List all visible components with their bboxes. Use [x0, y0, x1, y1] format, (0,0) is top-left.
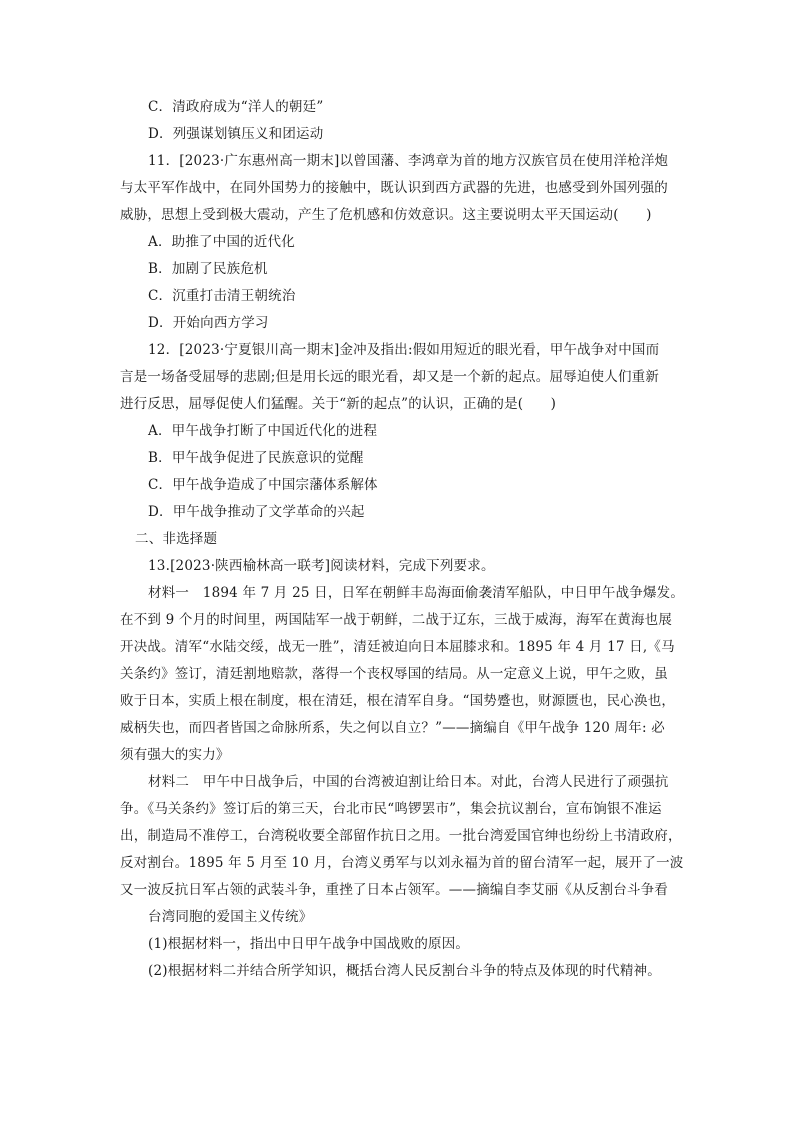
option-c-q10: C．清政府成为“洋人的朝廷”	[148, 99, 324, 115]
section-heading: 二、非选择题	[135, 531, 218, 547]
material-2-line-1: 材料二 甲午中日战争后，中国的台湾被迫割让给日本。对此，台湾人民进行了顽强抗	[148, 774, 669, 790]
material-1-line-5: 败于日本，实质上根在制度，根在清廷，根在清军自身。“国势蹙也，财源匮也，民心涣也，	[120, 693, 676, 709]
question-13-part-2: (2)根据材料二并结合所学知识，概括台湾人民反割台斗争的特点及体现的时代精神。	[148, 963, 661, 979]
material-1-line-2: 在不到 9 个月的时间里，两国陆军一战于朝鲜，二战于辽东，三战于威海，海军在黄海也展	[120, 612, 673, 628]
question-11-line-3: 威胁，思想上受到极大震动，产生了危机感和仿效意识。这主要说明太平天国运动( )	[120, 207, 652, 223]
option-d-q11: D．开始向西方学习	[148, 315, 269, 331]
option-a-q11: A．助推了中国的近代化	[148, 234, 295, 250]
material-1-line-3: 开决战。清军“水陆交绥，战无一胜”，清廷被迫向日本屈膝求和。1895 年 4 月 17 日,《马	[120, 639, 675, 655]
question-13-stem: 13.[2023·陕西榆林高一联考]阅读材料，完成下列要求。	[148, 558, 495, 574]
option-b-q11: B．加剧了民族危机	[148, 261, 268, 277]
material-2-line-2: 争。《马关条约》签订后的第三天，台北市民“鸣锣罢市”，集会抗议割台，宣布饷银不准运	[120, 801, 662, 817]
question-12-line-1: 12．[2023·宁夏银川高一期末]金冲及指出:假如用短近的眼光看，甲午战争对中国而	[148, 342, 660, 358]
option-b-q12: B．甲午战争促进了民族意识的觉醒	[148, 450, 364, 466]
material-2-line-3: 出，制造局不准停工，台湾税收要全部留作抗日之用。一批台湾爱国官绅也纷纷上书清政府，	[120, 828, 682, 844]
question-12-line-3: 进行反思，屈辱促使人们猛醒。关于“新的起点”的认识，正确的是( )	[120, 396, 557, 412]
material-1-line-6: 威柄失也，而四者皆国之命脉所系，失之何以自立？”——摘编自《甲午战争 120 周年: 必	[120, 720, 665, 736]
option-d-q10: D．列强谋划镇压义和团运动	[148, 126, 324, 142]
question-11-line-1: 11．[2023·广东惠州高一期末]以曾国藩、李鸿章为首的地方汉族官员在使用洋枪洋炮	[148, 153, 669, 169]
material-2-line-6: 台湾同胞的爱国主义传统》	[148, 909, 313, 925]
material-1-line-1: 材料一 1894 年 7 月 25 日，日军在朝鲜丰岛海面偷袭清军船队，中日甲午战争爆发。	[148, 585, 685, 601]
option-d-q12: D．甲午战争推动了文学革命的兴起	[148, 504, 365, 520]
question-12-line-2: 言是一场备受屈辱的悲剧;但是用长远的眼光看，却又是一个新的起点。屈辱迫使人们重新	[120, 369, 660, 385]
material-2-line-5: 又一波反抗日军占领的武装斗争，重挫了日本占领军。——摘编自李艾丽《从反割台斗争看	[120, 882, 668, 898]
question-11-line-2: 与太平军作战中，在同外国势力的接触中，既认识到西方武器的先进，也感受到外国列强的	[120, 180, 668, 196]
material-1-line-7: 须有强大的实力》	[120, 747, 230, 763]
question-13-part-1: (1)根据材料一，指出中日甲午战争中国战败的原因。	[148, 936, 470, 952]
option-a-q12: A．甲午战争打断了中国近代化的进程	[148, 423, 378, 439]
material-2-line-4: 反对割台。1895 年 5 月至 10 月，台湾义勇军与以刘永福为首的留台清军一起，展开了一波	[120, 855, 684, 871]
material-1-line-4: 关条约》签订，清廷割地赔款，落得一个丧权辱国的结局。从一定意义上说，甲午之败，虽	[120, 666, 668, 682]
option-c-q12: C．甲午战争造成了中国宗藩体系解体	[148, 477, 378, 493]
option-c-q11: C．沉重打击清王朝统治	[148, 288, 296, 304]
